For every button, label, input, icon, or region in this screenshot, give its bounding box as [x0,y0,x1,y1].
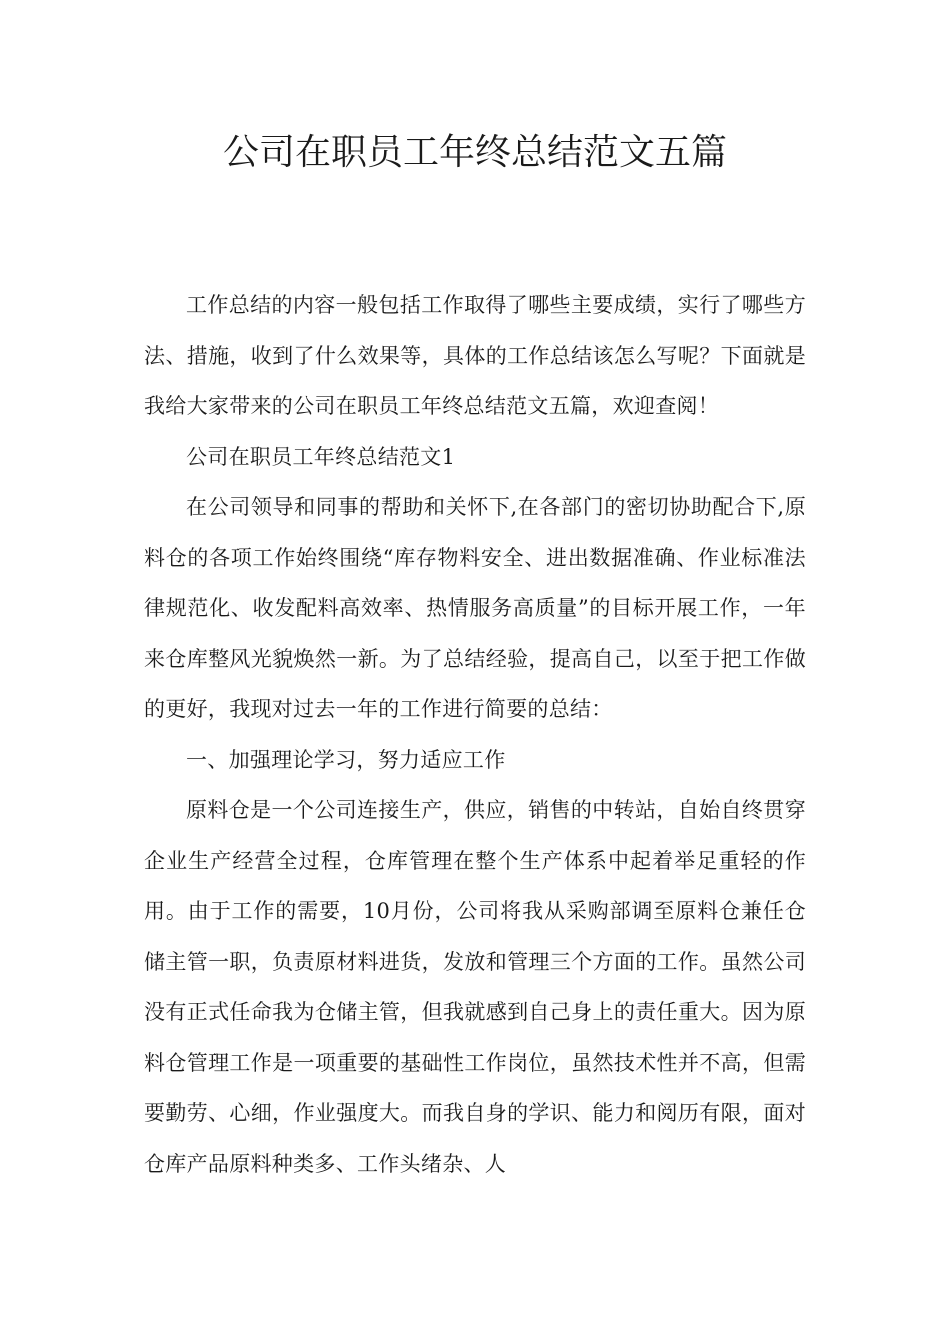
intro-paragraph: 工作总结的内容一般包括工作取得了哪些主要成绩，实行了哪些方法、措施，收到了什么效果等，具体的工作总结该怎么写呢？下面就是我给大家带来的公司在职员工年终总结范文五篇，欢迎查阅！ [144,293,806,418]
document-title: 公司在职员工年终总结范文五篇 [222,132,727,173]
body-paragraph: 在公司领导和同事的帮助和关怀下,在各部门的密切协助配合下,原料仓的各项工作始终围绕“库存物料安全、进出数据准确、作业标准法律规范化、收发配料高效率、热情服务高质量”的目标开展工作，一年来仓库整风光貌焕然一新。为了总结经验，提高自己，以至于把工作做的更好，我现对过去一年的工作进行简要的总结： [144,495,806,721]
document-body [144,280,806,1189]
subheading-theory-study: 一、加强理论学习，努力适应工作 [186,747,506,772]
body-paragraph: 原料仓是一个公司连接生产，供应，销售的中转站，自始自终贯穿企业生产经营全过程，仓库管理在整个生产体系中起着举足重轻的作用。由于工作的需要，10月份，公司将我从采购部调至原料仓兼任仓储主管一职，负责原材料进货，发放和管理三个方面的工作。虽然公司没有正式任命我为仓储主管，但我就感到自己身上的责任重大。因为原料仓管理工作是一项重要的基础性工作岗位，虽然技术性并不高，但需要勤劳、心细，作业强度大。而我自身的学识、能力和阅历有限，面对仓库产品原料种类多、工作头绪杂、人 [144,798,806,1176]
section-heading-sample-1: 公司在职员工年终总结范文1 [186,444,456,469]
